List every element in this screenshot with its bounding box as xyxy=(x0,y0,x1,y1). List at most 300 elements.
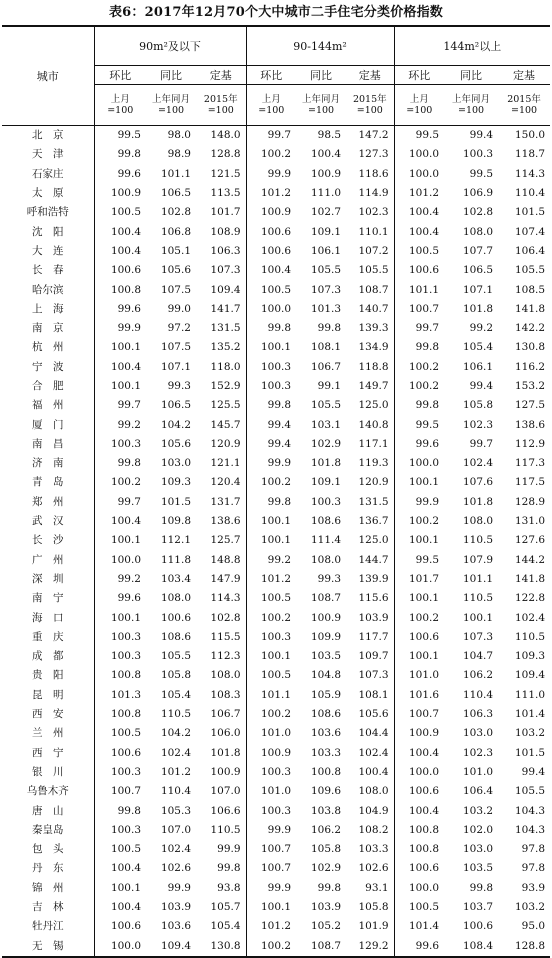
city-name-cell: 牡丹江 xyxy=(32,920,64,933)
index-value-cell: 106.5 xyxy=(160,187,191,200)
index-value-cell: 99.3 xyxy=(167,380,191,392)
index-value-cell: 107.5 xyxy=(160,283,191,296)
city-name-cell: 郑 州 xyxy=(32,495,64,508)
table-row xyxy=(2,705,550,724)
city-name-cell: 青 岛 xyxy=(32,476,64,489)
city-name-cell: 合 肥 xyxy=(32,380,64,392)
index-value-cell: 100.3 xyxy=(246,377,296,396)
index-value-cell: 100.4 xyxy=(394,203,444,222)
city-name-cell: 锦 州 xyxy=(32,881,64,894)
index-value-cell: 99.6 xyxy=(94,300,146,319)
table-row xyxy=(2,782,550,801)
index-value-cell: 109.3 xyxy=(160,476,191,489)
index-value-cell: 134.9 xyxy=(358,341,389,354)
index-value-cell: 102.3 xyxy=(358,206,389,219)
index-value-cell: 119.3 xyxy=(358,457,389,470)
index-value-cell: 115.6 xyxy=(358,592,389,605)
city-name-cell: 重 庆 xyxy=(32,630,64,643)
index-value-cell: 110.5 xyxy=(462,534,494,547)
index-value-cell: 101.7 xyxy=(210,206,241,219)
table-row xyxy=(2,589,550,608)
index-value-cell: 141.7 xyxy=(210,302,241,315)
index-value-cell: 131.5 xyxy=(210,322,241,335)
index-value-cell: 122.8 xyxy=(515,592,546,605)
index-value-cell: 99.9 xyxy=(394,493,444,512)
index-value-cell: 99.8 xyxy=(394,396,444,415)
index-value-cell: 99.7 xyxy=(94,493,146,512)
index-value-cell: 100.1 xyxy=(246,338,296,357)
index-value-cell: 100.6 xyxy=(94,744,146,763)
index-value-cell: 100.0 xyxy=(94,551,146,570)
table-row xyxy=(2,242,550,261)
index-value-cell: 99.5 xyxy=(469,167,494,180)
subheader-cell: 定基 xyxy=(498,66,550,85)
index-value-cell: 135.2 xyxy=(210,341,241,354)
index-value-cell: 106.5 xyxy=(160,399,191,412)
index-value-cell: 99.4 xyxy=(469,380,494,392)
index-value-cell: 105.7 xyxy=(210,901,241,914)
index-value-cell: 100.5 xyxy=(394,898,444,917)
city-name-cell: 银 川 xyxy=(32,765,64,778)
index-value-cell: 100.0 xyxy=(394,763,444,782)
index-value-cell: 97.8 xyxy=(521,862,546,875)
index-value-cell: 93.1 xyxy=(365,881,389,894)
index-value-cell: 99.8 xyxy=(317,322,342,335)
index-value-cell: 107.2 xyxy=(358,244,389,257)
index-value-cell: 99.2 xyxy=(246,551,296,570)
index-value-cell: 100.3 xyxy=(94,821,146,840)
index-value-cell: 102.3 xyxy=(462,746,494,759)
index-value-cell: 97.2 xyxy=(167,322,191,335)
city-name-cell: 武 汉 xyxy=(32,515,64,528)
subheader-cell: 同比 xyxy=(146,66,196,85)
table-row xyxy=(2,917,550,936)
index-value-cell: 145.7 xyxy=(210,418,241,431)
index-value-cell: 100.6 xyxy=(394,782,444,801)
table-row xyxy=(2,801,550,820)
table-row xyxy=(2,647,550,666)
index-value-cell: 114.3 xyxy=(210,592,241,605)
base-header-cell: 2015年 =100 xyxy=(196,85,246,126)
table-row xyxy=(2,145,550,164)
subheader-cell: 同比 xyxy=(296,66,346,85)
table-row xyxy=(2,840,550,859)
index-value-cell: 99.4 xyxy=(521,765,546,778)
index-value-cell: 103.0 xyxy=(160,457,191,470)
index-value-cell: 107.3 xyxy=(210,264,241,277)
index-value-cell: 100.3 xyxy=(246,358,296,377)
index-value-cell: 109.4 xyxy=(160,939,191,952)
index-value-cell: 106.3 xyxy=(462,708,494,721)
index-value-cell: 99.8 xyxy=(94,145,146,164)
base-header-cell: 上月 =100 xyxy=(246,85,296,126)
index-value-cell: 138.6 xyxy=(515,418,546,431)
index-value-cell: 141.8 xyxy=(515,302,546,315)
index-value-cell: 106.7 xyxy=(210,708,241,721)
index-value-cell: 100.1 xyxy=(394,647,444,666)
index-value-cell: 106.5 xyxy=(462,264,494,277)
index-value-cell: 100.6 xyxy=(94,261,146,280)
index-value-cell: 103.6 xyxy=(310,727,342,740)
index-value-cell: 101.2 xyxy=(246,184,296,203)
city-name-cell: 广 州 xyxy=(32,553,64,566)
index-value-cell: 93.9 xyxy=(521,881,546,894)
index-value-cell: 97.8 xyxy=(521,843,546,856)
city-name-cell: 哈尔滨 xyxy=(32,283,64,296)
index-value-cell: 100.2 xyxy=(394,512,444,531)
index-value-cell: 105.8 xyxy=(160,669,191,682)
index-value-cell: 131.7 xyxy=(210,495,241,508)
index-value-cell: 100.4 xyxy=(310,148,342,161)
index-value-cell: 100.7 xyxy=(394,705,444,724)
index-value-cell: 105.5 xyxy=(310,399,342,412)
index-value-cell: 139.9 xyxy=(358,572,389,585)
index-value-cell: 106.1 xyxy=(310,244,342,257)
index-value-cell: 102.6 xyxy=(358,862,389,875)
city-name-cell: 呼和浩特 xyxy=(26,206,69,219)
index-value-cell: 105.5 xyxy=(310,264,342,277)
index-value-cell: 100.2 xyxy=(94,473,146,492)
index-value-cell: 99.2 xyxy=(94,570,146,589)
city-name-cell: 深 圳 xyxy=(32,572,64,585)
index-value-cell: 99.5 xyxy=(94,126,146,146)
base-header-cell: 上月 =100 xyxy=(394,85,444,126)
city-name-cell: 北 京 xyxy=(32,129,64,142)
index-value-cell: 109.7 xyxy=(358,650,389,663)
index-value-cell: 100.1 xyxy=(94,879,146,898)
index-value-cell: 100.1 xyxy=(246,531,296,550)
index-value-cell: 105.8 xyxy=(462,399,494,412)
index-value-cell: 101.5 xyxy=(515,746,546,759)
index-value-cell: 147.9 xyxy=(210,572,241,585)
index-value-cell: 116.2 xyxy=(515,360,546,373)
index-value-cell: 104.3 xyxy=(515,823,546,836)
index-value-cell: 139.3 xyxy=(358,322,389,335)
index-value-cell: 108.1 xyxy=(358,688,389,701)
index-value-cell: 128.9 xyxy=(515,495,546,508)
index-value-cell: 100.1 xyxy=(394,473,444,492)
city-name-cell: 兰 州 xyxy=(32,727,64,740)
index-value-cell: 100.3 xyxy=(246,801,296,820)
index-value-cell: 100.9 xyxy=(246,744,296,763)
index-value-cell: 100.6 xyxy=(394,628,444,647)
index-value-cell: 112.1 xyxy=(160,534,191,547)
index-value-cell: 120.9 xyxy=(210,437,241,450)
index-value-cell: 100.4 xyxy=(94,242,146,261)
index-value-cell: 131.0 xyxy=(515,515,546,528)
index-value-cell: 100.6 xyxy=(94,917,146,936)
index-value-cell: 100.5 xyxy=(246,666,296,685)
index-value-cell: 101.0 xyxy=(462,765,494,778)
index-value-cell: 153.2 xyxy=(515,380,546,392)
index-value-cell: 99.2 xyxy=(469,322,494,335)
index-value-cell: 105.9 xyxy=(310,688,342,701)
base-header-cell: 上月 =100 xyxy=(94,85,146,126)
index-value-cell: 109.4 xyxy=(515,669,546,682)
index-value-cell: 106.8 xyxy=(160,225,191,238)
index-value-cell: 105.8 xyxy=(310,843,342,856)
city-name-cell: 石家庄 xyxy=(32,167,64,180)
index-value-cell: 100.0 xyxy=(394,145,444,164)
index-value-cell: 109.1 xyxy=(310,225,342,238)
table-row xyxy=(2,898,550,917)
index-value-cell: 100.9 xyxy=(310,167,342,180)
index-value-cell: 101.6 xyxy=(394,686,444,705)
index-value-cell: 99.4 xyxy=(469,129,494,142)
index-value-cell: 110.5 xyxy=(462,592,494,605)
city-name-cell: 秦皇岛 xyxy=(32,823,64,836)
index-value-cell: 108.0 xyxy=(462,515,494,528)
index-value-cell: 100.7 xyxy=(94,782,146,801)
index-value-cell: 120.9 xyxy=(358,476,389,489)
index-value-cell: 99.8 xyxy=(246,319,296,338)
index-value-cell: 102.4 xyxy=(358,746,389,759)
index-value-cell: 110.1 xyxy=(358,225,389,238)
index-value-cell: 101.9 xyxy=(358,920,389,933)
index-value-cell: 125.5 xyxy=(210,399,241,412)
index-value-cell: 100.6 xyxy=(394,261,444,280)
index-value-cell: 99.9 xyxy=(167,881,191,894)
index-value-cell: 101.2 xyxy=(246,917,296,936)
index-value-cell: 103.7 xyxy=(462,901,494,914)
index-value-cell: 108.6 xyxy=(160,630,191,643)
index-value-cell: 99.9 xyxy=(246,879,296,898)
index-value-cell: 100.6 xyxy=(246,222,296,241)
table-row xyxy=(2,628,550,647)
index-value-cell: 101.0 xyxy=(246,724,296,743)
index-value-cell: 108.4 xyxy=(462,939,494,952)
index-value-cell: 99.5 xyxy=(394,126,444,146)
index-value-cell: 108.0 xyxy=(160,592,191,605)
index-value-cell: 98.0 xyxy=(167,129,191,142)
price-index-table xyxy=(2,25,550,958)
index-value-cell: 99.5 xyxy=(394,551,444,570)
index-value-cell: 100.8 xyxy=(394,821,444,840)
table-row xyxy=(2,358,550,377)
index-value-cell: 107.6 xyxy=(462,476,494,489)
index-value-cell: 101.8 xyxy=(210,746,241,759)
city-name-cell: 杭 州 xyxy=(32,341,64,354)
index-value-cell: 99.7 xyxy=(394,319,444,338)
index-value-cell: 140.7 xyxy=(358,302,389,315)
city-name-cell: 包 头 xyxy=(32,843,64,856)
index-value-cell: 101.7 xyxy=(394,570,444,589)
table-title: 表6：2017年12月70个大中城市二手住宅分类价格指数 xyxy=(108,5,443,20)
index-value-cell: 99.4 xyxy=(246,435,296,454)
table-row xyxy=(2,280,550,299)
index-value-cell: 103.9 xyxy=(310,901,342,914)
city-name-cell: 成 都 xyxy=(32,650,64,663)
index-value-cell: 95.0 xyxy=(521,920,546,933)
subheader-cell: 环比 xyxy=(394,66,444,85)
index-value-cell: 144.7 xyxy=(358,553,389,566)
index-value-cell: 100.4 xyxy=(394,801,444,820)
index-value-cell: 108.0 xyxy=(210,669,241,682)
index-value-cell: 102.4 xyxy=(515,611,546,624)
index-value-cell: 117.5 xyxy=(515,476,546,489)
index-value-cell: 100.3 xyxy=(462,148,494,161)
index-value-cell: 127.3 xyxy=(358,148,389,161)
index-value-cell: 108.3 xyxy=(210,688,241,701)
index-value-cell: 107.0 xyxy=(160,823,191,836)
index-value-cell: 101.5 xyxy=(160,495,191,508)
index-value-cell: 98.9 xyxy=(167,148,191,161)
index-value-cell: 105.5 xyxy=(358,264,389,277)
index-value-cell: 102.6 xyxy=(160,862,191,875)
index-value-cell: 103.6 xyxy=(160,920,191,933)
index-value-cell: 99.7 xyxy=(246,126,296,146)
group-header: 90-144m² xyxy=(246,26,394,66)
index-value-cell: 100.4 xyxy=(94,898,146,917)
city-name-cell: 南 京 xyxy=(32,322,64,335)
index-value-cell: 100.2 xyxy=(246,608,296,627)
index-value-cell: 103.9 xyxy=(358,611,389,624)
index-value-cell: 100.0 xyxy=(94,936,146,956)
index-value-cell: 140.8 xyxy=(358,418,389,431)
index-value-cell: 100.5 xyxy=(246,589,296,608)
index-value-cell: 101.2 xyxy=(394,184,444,203)
index-value-cell: 99.3 xyxy=(317,572,342,585)
index-value-cell: 110.4 xyxy=(515,187,546,200)
index-value-cell: 108.6 xyxy=(310,515,342,528)
group-header: 90m²及以下 xyxy=(94,26,246,66)
index-value-cell: 104.8 xyxy=(310,669,342,682)
index-value-cell: 99.8 xyxy=(317,881,342,894)
index-value-cell: 150.0 xyxy=(515,129,546,142)
table-row xyxy=(2,570,550,589)
base-header-cell: 上年同月 =100 xyxy=(146,85,196,126)
index-value-cell: 110.4 xyxy=(160,785,191,798)
city-name-cell: 福 州 xyxy=(32,399,64,412)
table-row xyxy=(2,744,550,763)
city-column-header: 城市 xyxy=(2,26,94,126)
index-value-cell: 127.6 xyxy=(515,534,546,547)
index-value-cell: 100.1 xyxy=(246,898,296,917)
table-row xyxy=(2,936,550,956)
index-value-cell: 142.2 xyxy=(515,322,546,335)
index-value-cell: 106.1 xyxy=(462,360,494,373)
index-value-cell: 100.6 xyxy=(394,859,444,878)
index-value-cell: 103.2 xyxy=(462,804,494,817)
index-value-cell: 144.2 xyxy=(515,553,546,566)
table-row xyxy=(2,435,550,454)
index-value-cell: 100.0 xyxy=(246,300,296,319)
index-value-cell: 100.4 xyxy=(394,744,444,763)
city-name-cell: 济 南 xyxy=(32,457,64,470)
subheader-cell: 同比 xyxy=(444,66,498,85)
index-value-cell: 100.5 xyxy=(246,280,296,299)
table-row xyxy=(2,184,550,203)
city-name-cell: 天 津 xyxy=(32,148,64,161)
city-name-cell: 西 宁 xyxy=(32,746,64,759)
index-value-cell: 103.0 xyxy=(462,843,494,856)
index-value-cell: 125.0 xyxy=(358,399,389,412)
index-value-cell: 100.1 xyxy=(94,531,146,550)
index-value-cell: 108.0 xyxy=(310,553,342,566)
base-header-cell: 上年同月 =100 xyxy=(296,85,346,126)
index-value-cell: 101.1 xyxy=(394,280,444,299)
index-value-cell: 106.0 xyxy=(210,727,241,740)
index-value-cell: 148.8 xyxy=(210,553,241,566)
index-value-cell: 103.3 xyxy=(358,843,389,856)
index-value-cell: 125.7 xyxy=(210,534,241,547)
index-value-cell: 113.5 xyxy=(210,187,241,200)
index-value-cell: 103.0 xyxy=(462,727,494,740)
index-value-cell: 100.2 xyxy=(394,377,444,396)
index-value-cell: 100.5 xyxy=(94,203,146,222)
base-header-cell: 上年同月 =100 xyxy=(444,85,498,126)
index-value-cell: 99.7 xyxy=(94,396,146,415)
index-value-cell: 115.5 xyxy=(210,630,241,643)
index-value-cell: 99.6 xyxy=(94,589,146,608)
index-value-cell: 100.8 xyxy=(94,280,146,299)
index-value-cell: 106.3 xyxy=(210,244,241,257)
index-value-cell: 101.3 xyxy=(94,686,146,705)
table-row xyxy=(2,165,550,184)
index-value-cell: 109.3 xyxy=(515,650,546,663)
index-value-cell: 100.4 xyxy=(94,512,146,531)
index-value-cell: 102.4 xyxy=(160,746,191,759)
index-value-cell: 100.4 xyxy=(94,222,146,241)
index-value-cell: 111.8 xyxy=(160,553,191,566)
base-header-cell: 2015年 =100 xyxy=(346,85,394,126)
index-value-cell: 100.1 xyxy=(246,512,296,531)
index-value-cell: 102.8 xyxy=(462,206,494,219)
index-value-cell: 108.2 xyxy=(358,823,389,836)
index-value-cell: 99.9 xyxy=(246,165,296,184)
index-value-cell: 120.4 xyxy=(210,476,241,489)
index-value-cell: 93.8 xyxy=(217,881,241,894)
index-value-cell: 99.6 xyxy=(394,936,444,956)
index-value-cell: 108.0 xyxy=(358,785,389,798)
index-value-cell: 103.5 xyxy=(462,862,494,875)
table-row xyxy=(2,454,550,473)
index-value-cell: 100.3 xyxy=(246,763,296,782)
index-value-cell: 100.3 xyxy=(310,495,342,508)
index-value-cell: 100.4 xyxy=(358,765,389,778)
index-value-cell: 110.4 xyxy=(462,688,494,701)
index-value-cell: 128.8 xyxy=(210,148,241,161)
index-value-cell: 100.9 xyxy=(310,611,342,624)
index-value-cell: 148.0 xyxy=(210,129,241,142)
city-name-cell: 唐 山 xyxy=(32,804,64,817)
index-value-cell: 108.7 xyxy=(358,283,389,296)
index-value-cell: 100.2 xyxy=(246,705,296,724)
table-row xyxy=(2,859,550,878)
index-value-cell: 100.7 xyxy=(394,300,444,319)
index-value-cell: 100.7 xyxy=(246,840,296,859)
index-value-cell: 105.6 xyxy=(160,264,191,277)
index-value-cell: 138.6 xyxy=(210,515,241,528)
index-value-cell: 101.4 xyxy=(394,917,444,936)
index-value-cell: 100.9 xyxy=(246,203,296,222)
index-value-cell: 99.8 xyxy=(246,396,296,415)
index-value-cell: 100.6 xyxy=(160,611,191,624)
index-value-cell: 101.2 xyxy=(246,570,296,589)
city-name-cell: 大 连 xyxy=(32,244,64,257)
index-value-cell: 103.8 xyxy=(310,804,342,817)
index-value-cell: 136.7 xyxy=(358,515,389,528)
city-name-cell: 宁 波 xyxy=(32,360,64,373)
index-value-cell: 130.8 xyxy=(210,939,241,952)
index-value-cell: 106.4 xyxy=(462,785,494,798)
index-value-cell: 101.2 xyxy=(160,765,191,778)
index-value-cell: 100.6 xyxy=(246,242,296,261)
index-value-cell: 109.6 xyxy=(310,785,342,798)
table-row xyxy=(2,551,550,570)
index-value-cell: 100.1 xyxy=(94,608,146,627)
table-row xyxy=(2,531,550,550)
